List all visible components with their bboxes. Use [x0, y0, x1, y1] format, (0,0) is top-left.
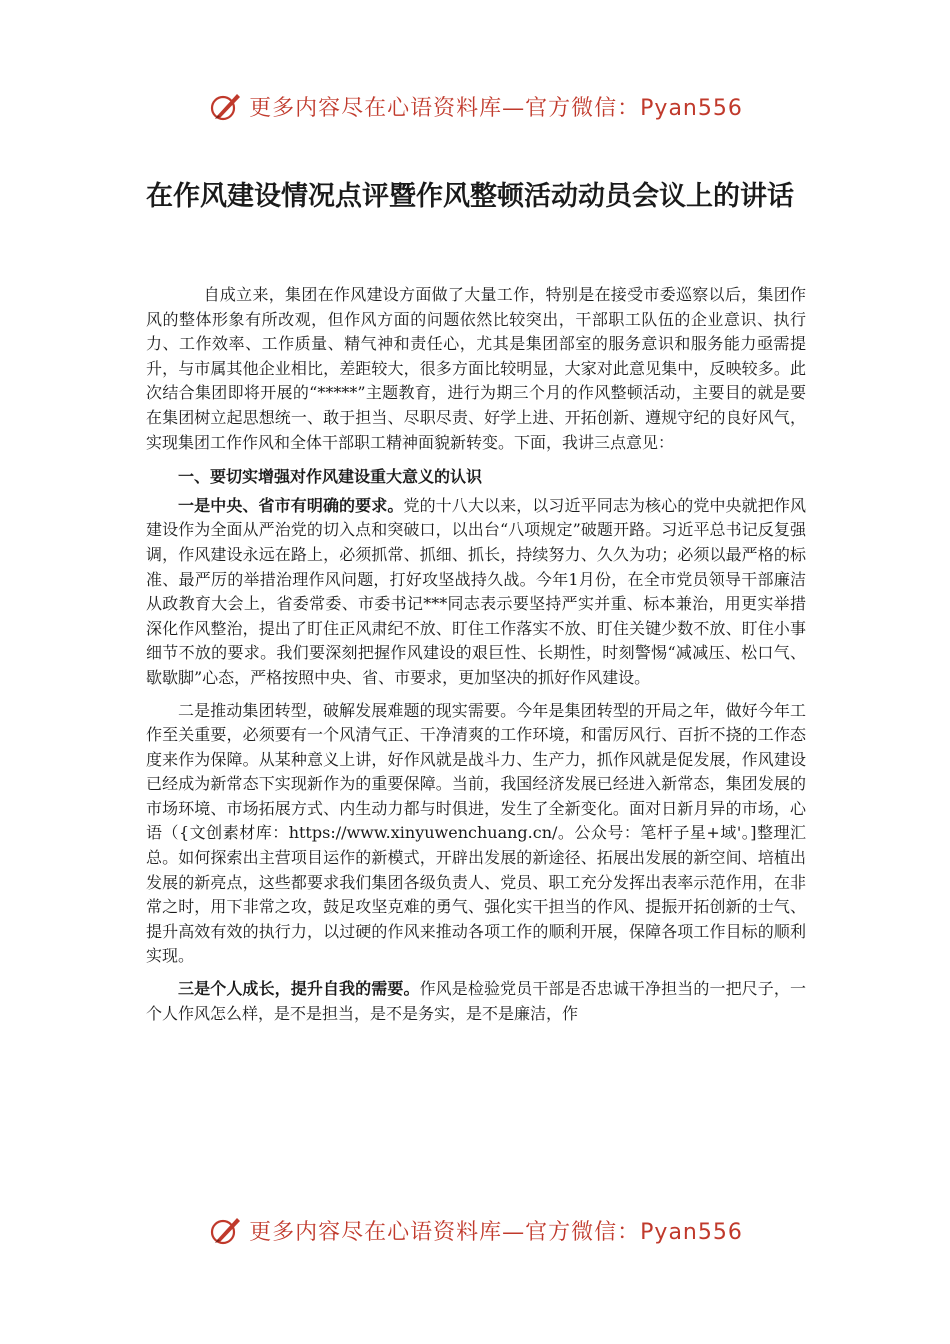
section-heading-1: 一、要切实增强对作风建设重大意义的认识: [178, 467, 483, 487]
quill-pen-logo-icon: [207, 1212, 243, 1248]
banner-text: 更多内容尽在心语资料库—官方微信：Pyan556: [249, 1219, 743, 1245]
header-banner: [0, 84, 950, 128]
wechat-id: Pyan556: [640, 95, 743, 121]
banner-text: 更多内容尽在心语资料库—官方微信：Pyan556: [249, 95, 743, 121]
paragraph-point-3: [146, 977, 806, 1026]
footer-banner: [0, 1208, 950, 1252]
paragraph-point-2: 二是推动集团转型，破解发展难题的现实需要。今年是集团转型的开局之年，做好今年工作至关重要，必须要有一个风清气正、干净清爽的工作环境，和雷厉风行、百折不挠的工作态度来作为保障。从某种意义上讲，好作风就是战斗力、生产力，抓作风就是促发展，作风建设已经成为新常态下实现新作为的重要保障。当前，我国经济发展已经进入新常态，集团发展的市场环境、市场拓展方式、内生动力都与时俱进，发生了全新变化。面对日新月异的市场，心语（{文创素材库：https://www.xinyuwenchuang.cn/。公众号：笔杆子星+域'。]整理汇总。如何探索出主营项目运作的新模式，开辟出发展的新途径、拓展出发展的新空间、培植出发展的新亮点，这些都要求我们集团各级负责人、党员、职工充分发挥出表率示范作用，在非常之时，用下非常之攻，鼓足攻坚克难的勇气、强化实干担当的作风、提振开拓创新的士气、提升高效有效的执行力，以过硬的作风来推动各项工作的顺利开展，保障各项工作目标的顺利实现。: [146, 700, 806, 966]
point-3-lead: 三是个人成长，提升自我的需要。: [178, 979, 420, 999]
document-body: [146, 283, 806, 1026]
point-3-body: 作风是检验党员干部是否忠诚干净担当的一把尺子，一个人作风怎么样，是不是担当，是不是务实，是不是廉洁，作: [146, 979, 806, 1023]
intro-paragraph: 自成立来，集团在作风建设方面做了大量工作，特别是在接受市委巡察以后，集团作风的整体形象有所改观，但作风方面的问题依然比较突出，干部职工队伍的企业意识、执行力、工作效率、工作质量、精气神和责任心，尤其是集团部室的服务意识和服务能力亟需提升，与市属其他企业相比，差距较大，很多方面比较明显，大家对此意见集中，反映较多。此次结合集团即将开展的“*****”主题教育，进行为期三个月的作风整顿活动，主要目的就是要在集团树立起思想统一、敢于担当、尽职尽责、好学上进、开拓创新、遵规守纪的良好风气，实现集团工作作风和全体干部职工精神面貌新转变。下面，我讲三点意见：: [146, 285, 806, 452]
paragraph-point-1: [146, 494, 806, 691]
quill-pen-logo-icon: [207, 88, 243, 124]
point-1-lead: 一是中央、省市有明确的要求。: [178, 495, 404, 515]
point-1-body: 党的十八大以来，以习近平同志为核心的党中央就把作风建设作为全面从严治党的切入点和突破口，以出台“八项规定”破题开路。习近平总书记反复强调，作风建设永远在路上，必须抓常、抓细、抓长，持续努力、久久为功；必须以最严格的标准、最严厉的举措治理作风问题，打好攻坚战持久战。今年1月份，在全市党员领导干部廉洁从政教育大会上，省委常委、市委书记***同志表示要坚持严实并重、标本兼治，用更实举措深化作风整治，提出了盯住正风肃纪不放、盯住工作落实不放、盯住关键少数不放、盯住小事细节不放的要求。我们要深刻把握作风建设的艰巨性、长期性，时刻警惕“减减压、松口气、歇歇脚”心态，严格按照中央、省、市要求，更加坚决的抓好作风建设。: [146, 495, 806, 687]
wechat-id: Pyan556: [640, 1219, 743, 1245]
document-title: 在作风建设情况点评暨作风整顿活动动员会议上的讲话: [146, 181, 794, 212]
